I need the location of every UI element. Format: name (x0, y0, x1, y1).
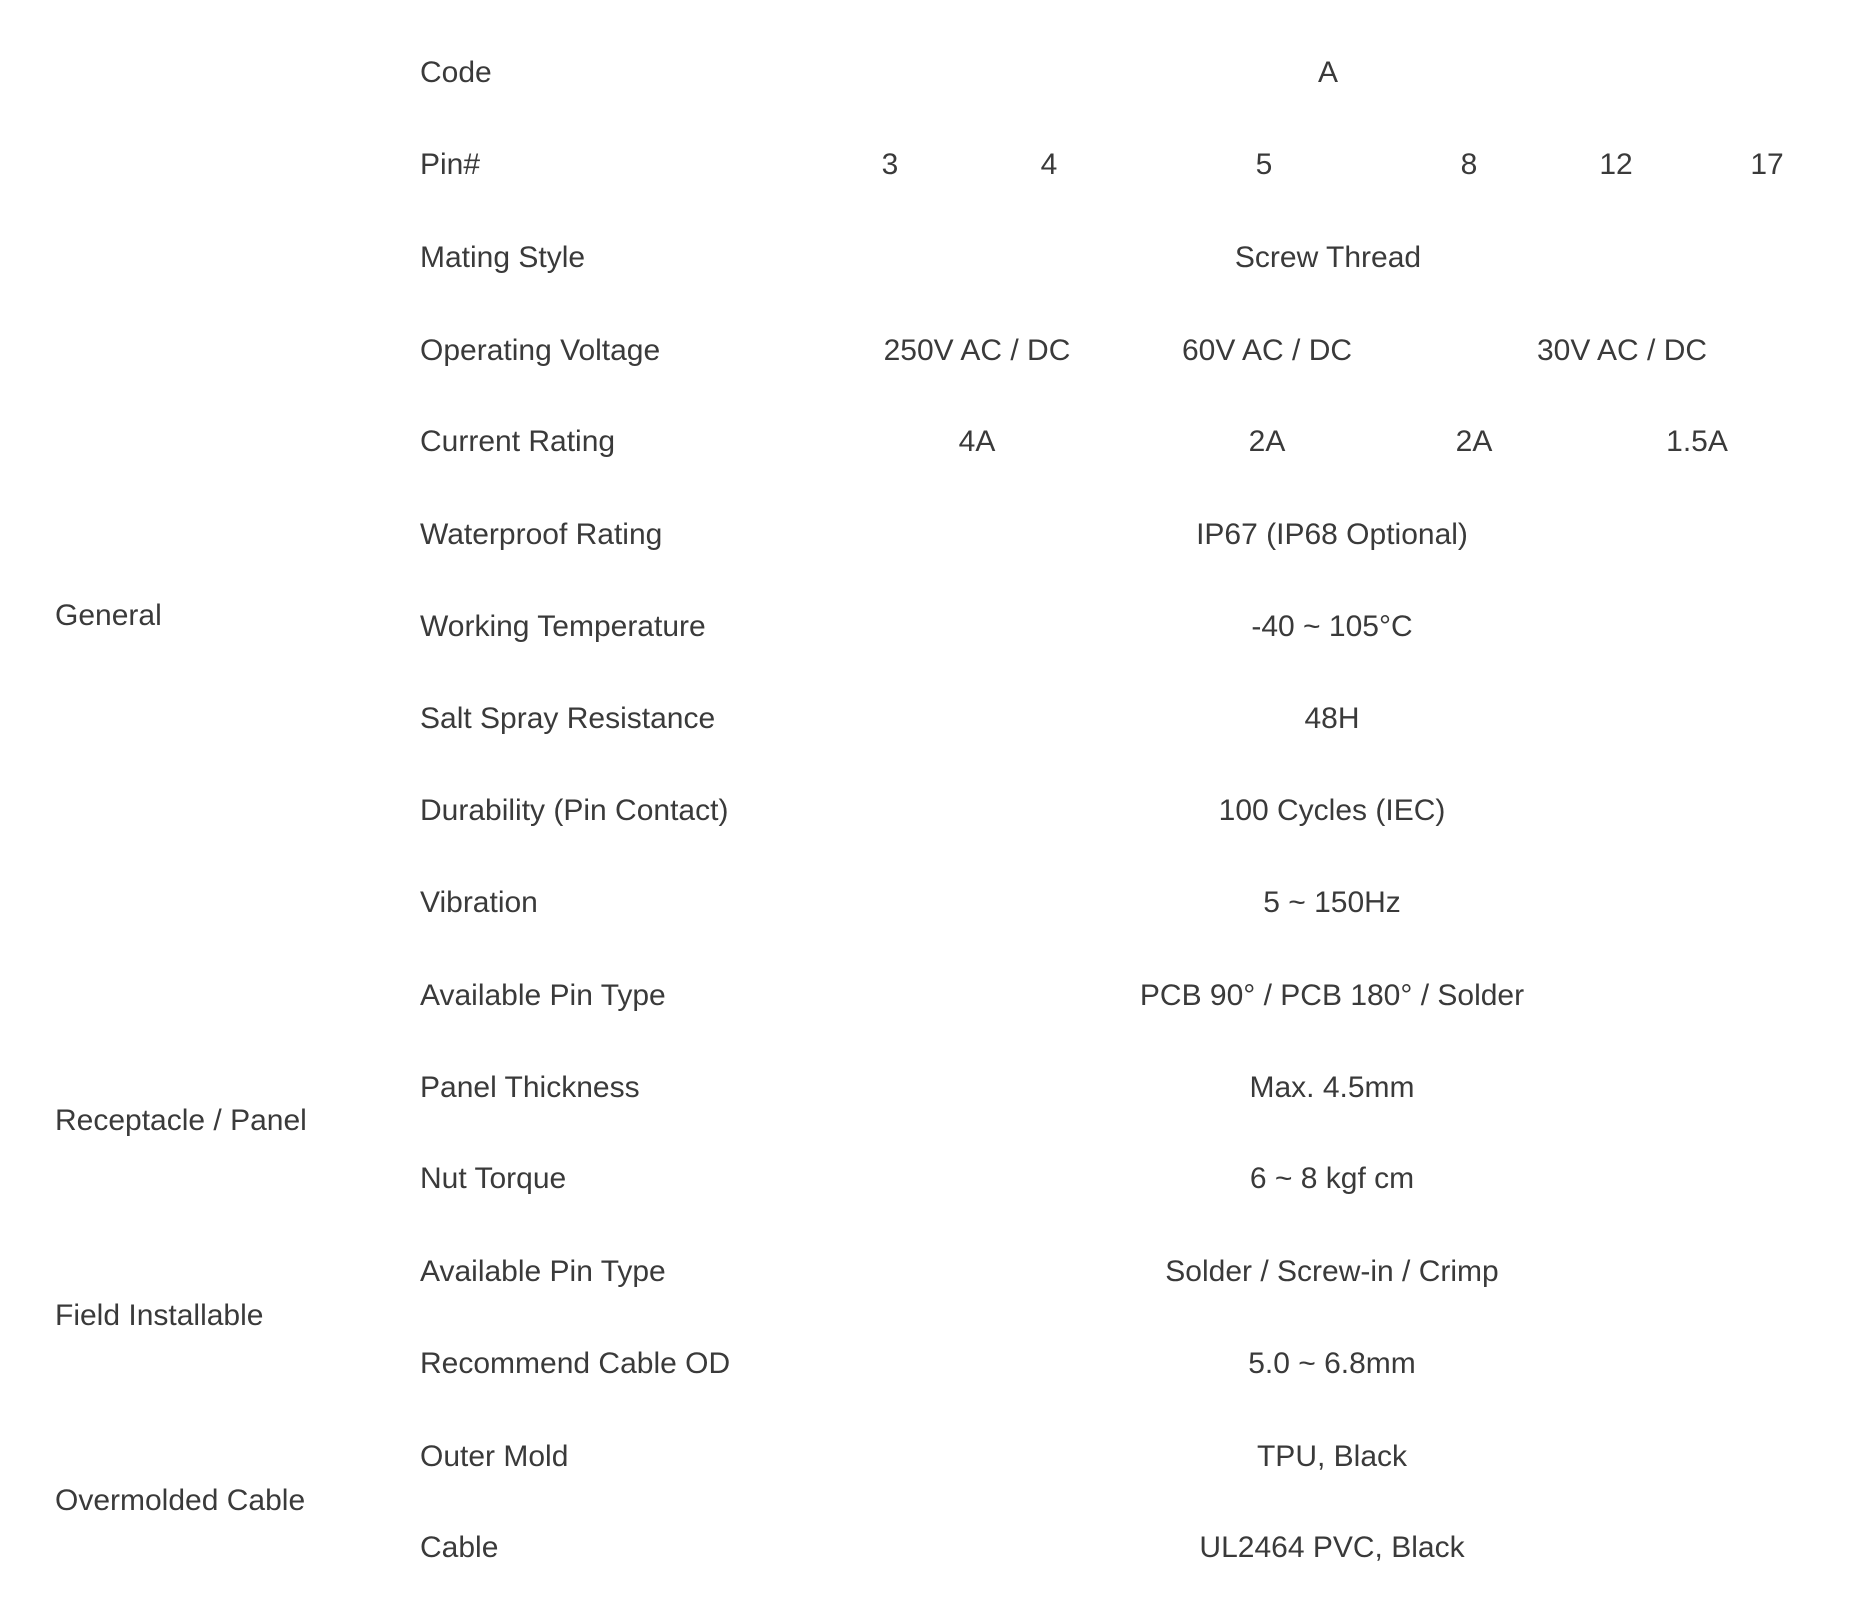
row-label-cable: Cable (420, 1531, 499, 1564)
row-label-pin: Pin# (420, 148, 481, 181)
group-overmolded-cable: Overmolded Cable (55, 1484, 306, 1517)
operating-voltage-value: 30V AC / DC (1536, 334, 1708, 367)
row-label-working-temperature: Working Temperature (420, 610, 706, 643)
available-pin-type-field-value: Solder / Screw-in / Crimp (1165, 1255, 1499, 1288)
row-label-current-rating: Current Rating (420, 425, 616, 458)
row-label-code: Code (420, 56, 492, 89)
vibration-value: 5 ~ 150Hz (1263, 886, 1401, 919)
group-receptacle-panel: Receptacle / Panel (55, 1104, 307, 1137)
group-general: General (55, 599, 162, 632)
pin-value: 5 (1255, 148, 1273, 181)
waterproof-rating-value: IP67 (IP68 Optional) (1196, 518, 1468, 551)
group-field-installable: Field Installable (55, 1299, 264, 1332)
available-pin-type-value: PCB 90° / PCB 180° / Solder (1139, 979, 1525, 1012)
current-rating-value: 1.5A (1666, 425, 1728, 458)
row-label-salt-spray: Salt Spray Resistance (420, 702, 716, 735)
row-label-mating-style: Mating Style (420, 241, 586, 274)
current-rating-value: 4A (958, 425, 996, 458)
row-label-recommend-cable-od: Recommend Cable OD (420, 1347, 731, 1380)
pin-value: 8 (1460, 148, 1478, 181)
pin-value: 3 (881, 148, 899, 181)
pin-value: 17 (1750, 148, 1784, 181)
working-temperature-value: -40 ~ 105°C (1251, 610, 1413, 643)
row-label-waterproof-rating: Waterproof Rating (420, 518, 663, 551)
row-label-durability: Durability (Pin Contact) (420, 794, 729, 827)
durability-value: 100 Cycles (IEC) (1218, 794, 1446, 827)
pin-value: 12 (1599, 148, 1633, 181)
row-label-operating-voltage: Operating Voltage (420, 334, 661, 367)
salt-spray-value: 48H (1304, 702, 1360, 735)
row-label-outer-mold: Outer Mold (420, 1440, 569, 1473)
row-label-available-pin-type-field: Available Pin Type (420, 1255, 666, 1288)
panel-thickness-value: Max. 4.5mm (1249, 1071, 1415, 1104)
pin-value: 4 (1040, 148, 1058, 181)
code-value: A (1317, 56, 1339, 89)
nut-torque-value: 6 ~ 8 kgf cm (1249, 1162, 1415, 1195)
recommend-cable-od-value: 5.0 ~ 6.8mm (1248, 1347, 1416, 1380)
row-label-nut-torque: Nut Torque (420, 1162, 567, 1195)
mating-style-value: Screw Thread (1234, 241, 1422, 274)
current-rating-value: 2A (1455, 425, 1493, 458)
row-label-panel-thickness: Panel Thickness (420, 1071, 640, 1104)
operating-voltage-value: 60V AC / DC (1181, 334, 1353, 367)
operating-voltage-value: 250V AC / DC (883, 334, 1071, 367)
outer-mold-value: TPU, Black (1256, 1440, 1408, 1473)
row-label-vibration: Vibration (420, 886, 538, 919)
row-label-available-pin-type: Available Pin Type (420, 979, 666, 1012)
current-rating-value: 2A (1248, 425, 1286, 458)
cable-value: UL2464 PVC, Black (1199, 1531, 1465, 1564)
